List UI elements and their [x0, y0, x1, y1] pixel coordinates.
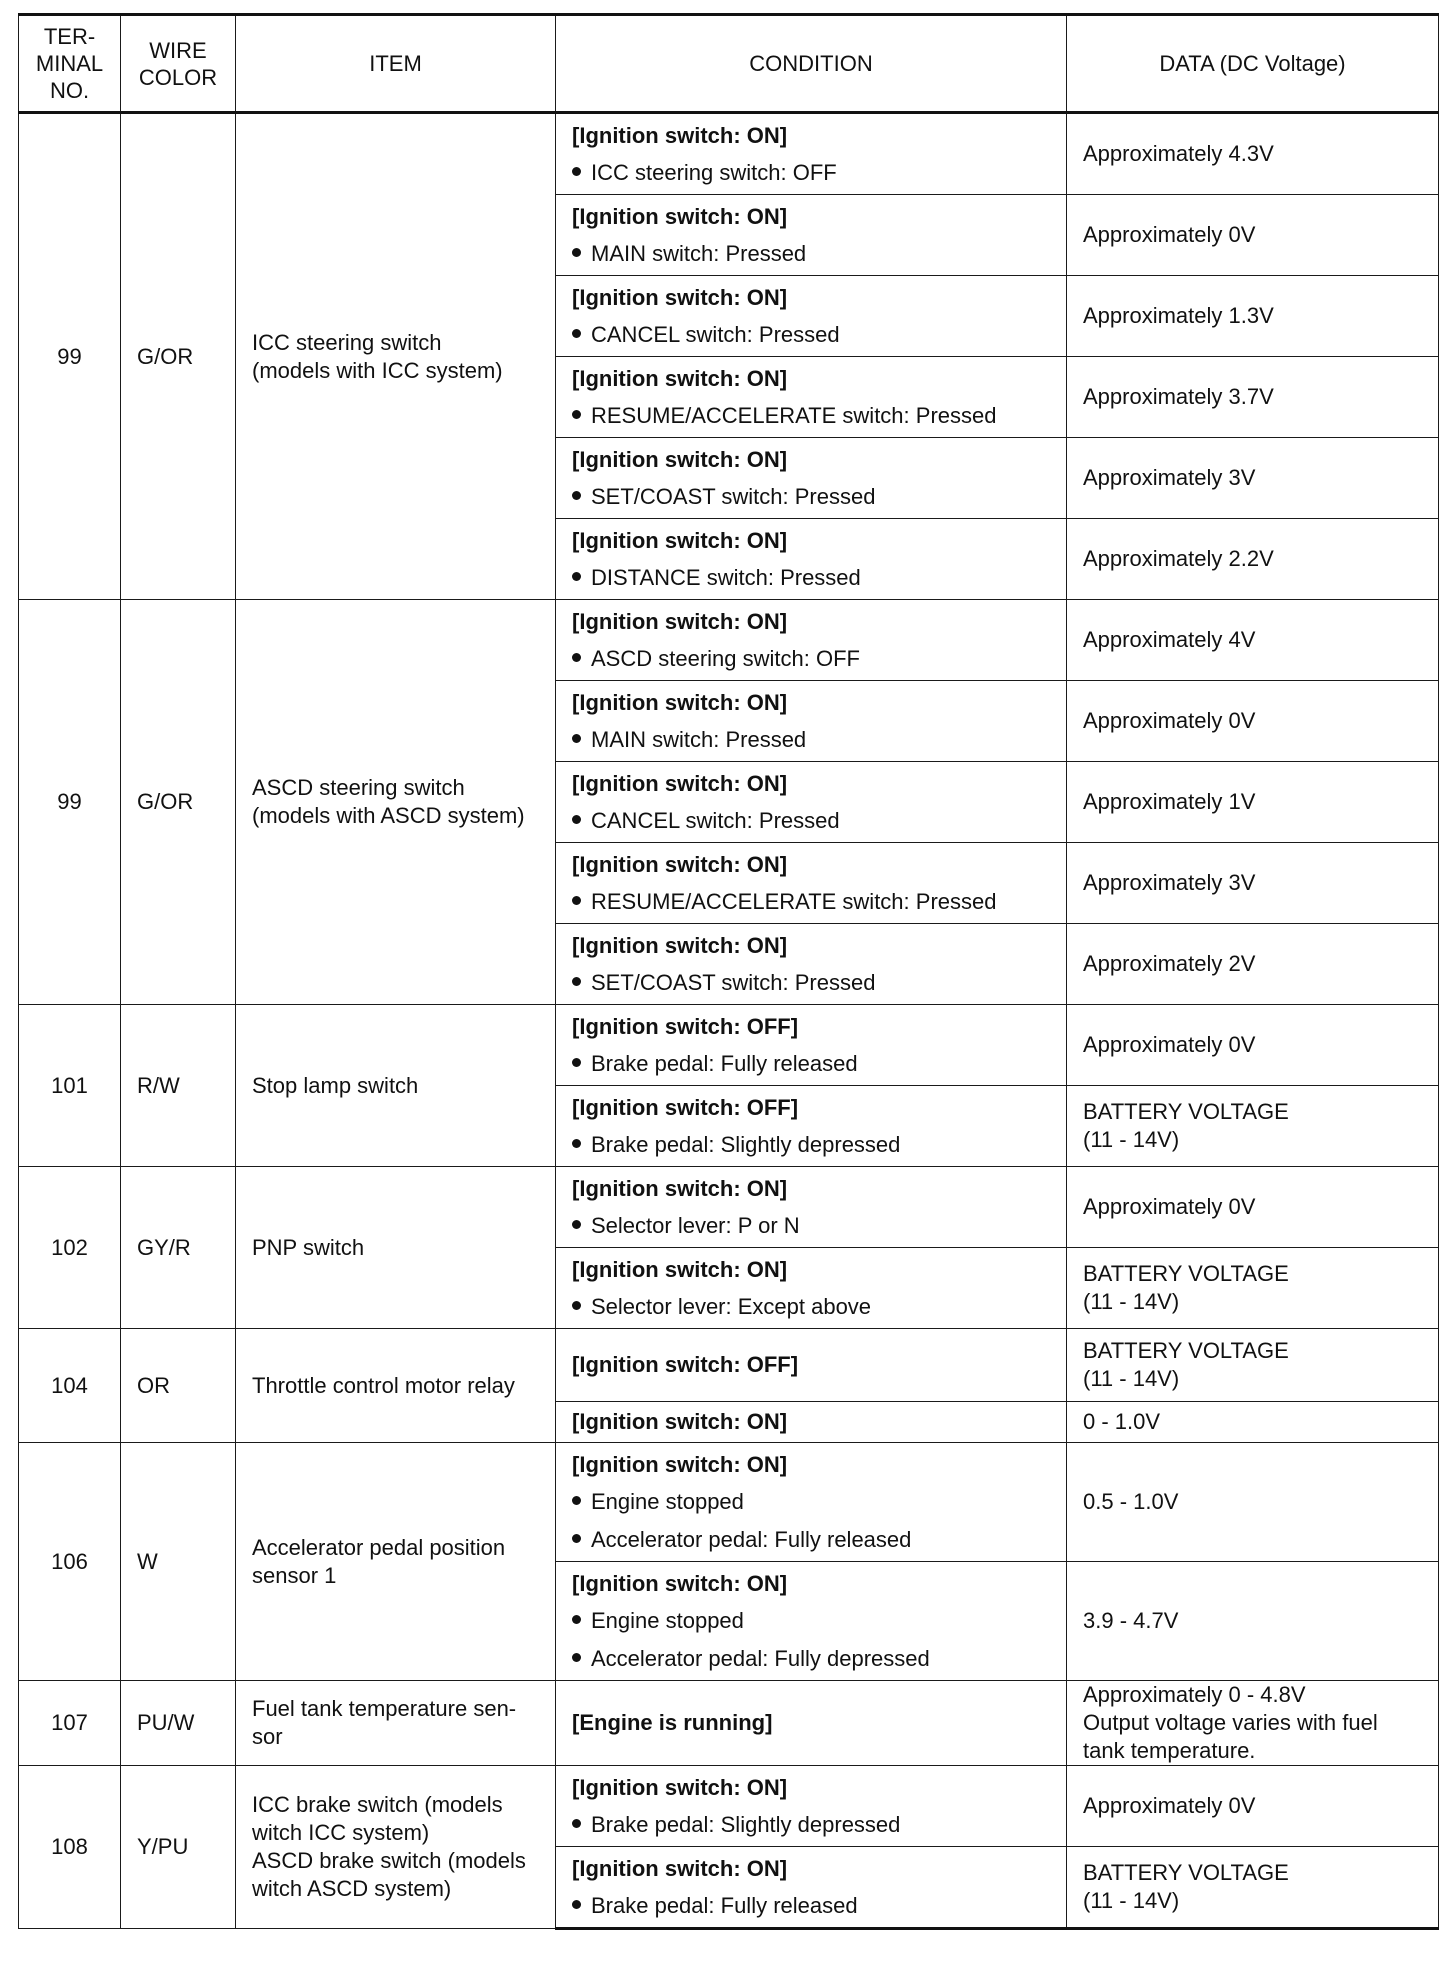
condition-bullet: RESUME/ACCELERATE switch: Pressed — [572, 888, 1052, 916]
item-line: ASCD steering switch — [252, 775, 465, 800]
item-description — [236, 113, 556, 600]
item-line: (models with ICC system) — [252, 357, 503, 383]
condition-cell — [556, 681, 1067, 762]
item-line: Stop lamp switch — [252, 1072, 419, 1098]
voltage-data-cell — [1067, 438, 1439, 519]
voltage-data-cell — [1067, 357, 1439, 438]
item-description — [236, 1005, 556, 1167]
voltage-value: BATTERY VOLTAGE — [1083, 1261, 1289, 1286]
voltage-data-cell — [1067, 1847, 1439, 1929]
condition-title: [Ignition switch: ON] — [572, 446, 788, 472]
condition-cell — [556, 276, 1067, 357]
item-line: (models with ASCD system) — [252, 803, 525, 828]
voltage-value: (11 - 14V) — [1083, 1127, 1180, 1152]
voltage-value: Approximately 4V — [1083, 627, 1256, 652]
condition-bullet: MAIN switch: Pressed — [572, 726, 1052, 754]
voltage-data-cell — [1067, 1766, 1439, 1847]
condition-bullet: Selector lever: P or N — [572, 1212, 1052, 1240]
voltage-value: 0 - 1.0V — [1083, 1409, 1161, 1434]
condition-bullet: Brake pedal: Slightly depressed — [572, 1131, 1052, 1159]
condition-cell — [556, 762, 1067, 843]
condition-title: [Ignition switch: ON] — [572, 1570, 788, 1596]
voltage-data-cell — [1067, 1402, 1439, 1443]
condition-cell — [556, 1167, 1067, 1248]
condition-cell — [556, 1443, 1067, 1562]
wire-color: G/OR — [121, 600, 236, 1005]
voltage-value: Approximately 4.3V — [1083, 141, 1274, 166]
voltage-data-cell — [1067, 113, 1439, 195]
condition-bullet: Brake pedal: Fully released — [572, 1892, 1052, 1920]
wire-color: PU/W — [121, 1681, 236, 1766]
condition-title: [Ignition switch: ON] — [572, 851, 788, 877]
condition-bullet: Engine stopped — [572, 1488, 1052, 1516]
voltage-data-cell — [1067, 195, 1439, 276]
condition-cell — [556, 113, 1067, 195]
voltage-data-cell — [1067, 681, 1439, 762]
condition-cell — [556, 1329, 1067, 1402]
voltage-data-cell — [1067, 1329, 1439, 1402]
voltage-value: Approximately 3V — [1083, 465, 1256, 490]
wire-color: G/OR — [121, 113, 236, 600]
condition-title: [Ignition switch: OFF] — [572, 1013, 799, 1039]
voltage-value: (11 - 14V) — [1083, 1366, 1180, 1391]
wire-color: Y/PU — [121, 1766, 236, 1929]
condition-bullet: Accelerator pedal: Fully depressed — [572, 1645, 1052, 1673]
voltage-data-cell — [1067, 1443, 1439, 1562]
voltage-value: Approximately 1.3V — [1083, 303, 1274, 328]
voltage-value: Approximately 0V — [1083, 708, 1256, 733]
table-row — [19, 1005, 1439, 1086]
condition-cell — [556, 600, 1067, 681]
voltage-value: (11 - 14V) — [1083, 1888, 1180, 1913]
table-row — [19, 1329, 1439, 1402]
condition-title: [Ignition switch: OFF] — [572, 1352, 799, 1377]
voltage-value: BATTERY VOLTAGE — [1083, 1860, 1289, 1885]
table-row — [19, 113, 1439, 195]
condition-bullet: Brake pedal: Fully released — [572, 1050, 1052, 1078]
condition-cell — [556, 1681, 1067, 1766]
table-row — [19, 1443, 1439, 1562]
terminal-number: 99 — [19, 600, 121, 1005]
terminal-number: 102 — [19, 1167, 121, 1329]
table-row — [19, 600, 1439, 681]
condition-title: [Engine is running] — [572, 1710, 773, 1735]
condition-cell — [556, 438, 1067, 519]
condition-title: [Ignition switch: ON] — [572, 527, 788, 553]
header-data: DATA (DC Voltage) — [1067, 15, 1439, 113]
voltage-data-cell — [1067, 1086, 1439, 1167]
voltage-data-cell — [1067, 762, 1439, 843]
table-header-row — [19, 15, 1439, 113]
wire-color: OR — [121, 1329, 236, 1443]
condition-bullet: CANCEL switch: Pressed — [572, 807, 1052, 835]
voltage-value: 0.5 - 1.0V — [1083, 1489, 1179, 1514]
voltage-data-cell — [1067, 519, 1439, 600]
condition-cell — [556, 519, 1067, 600]
voltage-data-cell — [1067, 1005, 1439, 1086]
document-page — [18, 13, 1438, 1930]
voltage-value: Approximately 0V — [1083, 222, 1256, 247]
item-description — [236, 600, 556, 1005]
condition-title: [Ignition switch: ON] — [572, 1256, 788, 1282]
voltage-data-cell — [1067, 600, 1439, 681]
wire-color: W — [121, 1443, 236, 1681]
item-description — [236, 1681, 556, 1766]
header-wire-color: WIRE COLOR — [121, 15, 236, 113]
item-line: sensor 1 — [252, 1562, 337, 1588]
condition-bullet: ICC steering switch: OFF — [572, 159, 1052, 187]
condition-bullet: RESUME/ACCELERATE switch: Pressed — [572, 402, 1052, 430]
condition-title: [Ignition switch: OFF] — [572, 1094, 799, 1120]
condition-title: [Ignition switch: ON] — [572, 365, 788, 391]
condition-bullet: Engine stopped — [572, 1607, 1052, 1635]
item-line: PNP switch — [252, 1234, 365, 1260]
voltage-value: 3.9 - 4.7V — [1083, 1608, 1179, 1633]
condition-cell — [556, 843, 1067, 924]
item-line: Accelerator pedal position — [252, 1534, 506, 1560]
item-description — [236, 1443, 556, 1681]
voltage-value: Approximately 2.2V — [1083, 546, 1274, 571]
condition-title: [Ignition switch: ON] — [572, 932, 788, 958]
terminal-number: 107 — [19, 1681, 121, 1766]
item-line: Throttle control motor relay — [252, 1372, 515, 1398]
item-line: ASCD brake switch (models — [252, 1848, 526, 1873]
condition-title: [Ignition switch: ON] — [572, 1409, 788, 1434]
condition-title: [Ignition switch: ON] — [572, 203, 788, 229]
condition-bullet: Selector lever: Except above — [572, 1293, 1052, 1321]
condition-bullet: ASCD steering switch: OFF — [572, 645, 1052, 673]
terminal-number: 106 — [19, 1443, 121, 1681]
condition-bullet: CANCEL switch: Pressed — [572, 321, 1052, 349]
condition-title: [Ignition switch: ON] — [572, 689, 788, 715]
terminal-number: 104 — [19, 1329, 121, 1443]
voltage-value: Approximately 0V — [1083, 1194, 1256, 1219]
condition-title: [Ignition switch: ON] — [572, 1175, 788, 1201]
voltage-value: BATTERY VOLTAGE — [1083, 1338, 1289, 1363]
terminal-number: 108 — [19, 1766, 121, 1929]
condition-title: [Ignition switch: ON] — [572, 1451, 788, 1477]
voltage-data-cell — [1067, 1167, 1439, 1248]
condition-bullet: DISTANCE switch: Pressed — [572, 564, 1052, 592]
condition-cell — [556, 1562, 1067, 1681]
condition-title: [Ignition switch: ON] — [572, 608, 788, 634]
voltage-value: Approximately 2V — [1083, 951, 1256, 976]
condition-title: [Ignition switch: ON] — [572, 1855, 788, 1881]
voltage-data-cell — [1067, 843, 1439, 924]
item-line: witch ASCD system) — [252, 1876, 452, 1901]
voltage-value: tank temperature. — [1083, 1738, 1256, 1763]
condition-bullet: Accelerator pedal: Fully released — [572, 1526, 1052, 1554]
condition-title: [Ignition switch: ON] — [572, 770, 788, 796]
item-description — [236, 1766, 556, 1929]
voltage-value: Approximately 0V — [1083, 1032, 1256, 1057]
condition-title: [Ignition switch: ON] — [572, 284, 788, 310]
voltage-data-cell — [1067, 276, 1439, 357]
condition-cell — [556, 1248, 1067, 1329]
voltage-data-cell — [1067, 1248, 1439, 1329]
header-condition: CONDITION — [556, 15, 1067, 113]
voltage-value: Output voltage varies with fuel — [1083, 1710, 1378, 1735]
voltage-value: Approximately 0 - 4.8V — [1083, 1682, 1306, 1707]
condition-cell — [556, 357, 1067, 438]
condition-cell — [556, 1402, 1067, 1443]
condition-title: [Ignition switch: ON] — [572, 1774, 788, 1800]
condition-cell — [556, 1086, 1067, 1167]
table-row — [19, 1681, 1439, 1766]
item-line: ICC brake switch (models — [252, 1792, 503, 1817]
condition-title: [Ignition switch: ON] — [572, 122, 788, 148]
voltage-value: Approximately 1V — [1083, 789, 1256, 814]
condition-bullet: Brake pedal: Slightly depressed — [572, 1811, 1052, 1839]
item-line: witch ICC system) — [252, 1820, 430, 1845]
condition-cell — [556, 1005, 1067, 1086]
condition-bullet: SET/COAST switch: Pressed — [572, 969, 1052, 997]
item-line: sor — [252, 1724, 283, 1749]
voltage-value: Approximately 3V — [1083, 870, 1256, 895]
condition-cell — [556, 195, 1067, 276]
condition-bullet: MAIN switch: Pressed — [572, 240, 1052, 268]
voltage-value: Approximately 0V — [1083, 1793, 1256, 1818]
item-description — [236, 1329, 556, 1443]
wire-color: R/W — [121, 1005, 236, 1167]
voltage-data-cell — [1067, 1562, 1439, 1681]
condition-cell — [556, 1766, 1067, 1847]
header-terminal-no: TER- MINAL NO. — [19, 15, 121, 113]
item-line: Fuel tank temperature sen- — [252, 1696, 517, 1721]
voltage-data-cell — [1067, 924, 1439, 1005]
header-item: ITEM — [236, 15, 556, 113]
voltage-value: BATTERY VOLTAGE — [1083, 1099, 1289, 1124]
terminal-number: 101 — [19, 1005, 121, 1167]
condition-cell — [556, 1847, 1067, 1929]
voltage-value: Approximately 3.7V — [1083, 384, 1274, 409]
table-body — [19, 113, 1439, 1929]
item-line: ICC steering switch — [252, 329, 442, 355]
voltage-data-cell — [1067, 1681, 1439, 1766]
terminal-number: 99 — [19, 113, 121, 600]
condition-cell — [556, 924, 1067, 1005]
wire-color: GY/R — [121, 1167, 236, 1329]
item-description — [236, 1167, 556, 1329]
voltage-value: (11 - 14V) — [1083, 1289, 1180, 1314]
table-row — [19, 1766, 1439, 1847]
condition-bullet: SET/COAST switch: Pressed — [572, 483, 1052, 511]
terminal-data-table — [18, 13, 1439, 1930]
table-row — [19, 1167, 1439, 1248]
